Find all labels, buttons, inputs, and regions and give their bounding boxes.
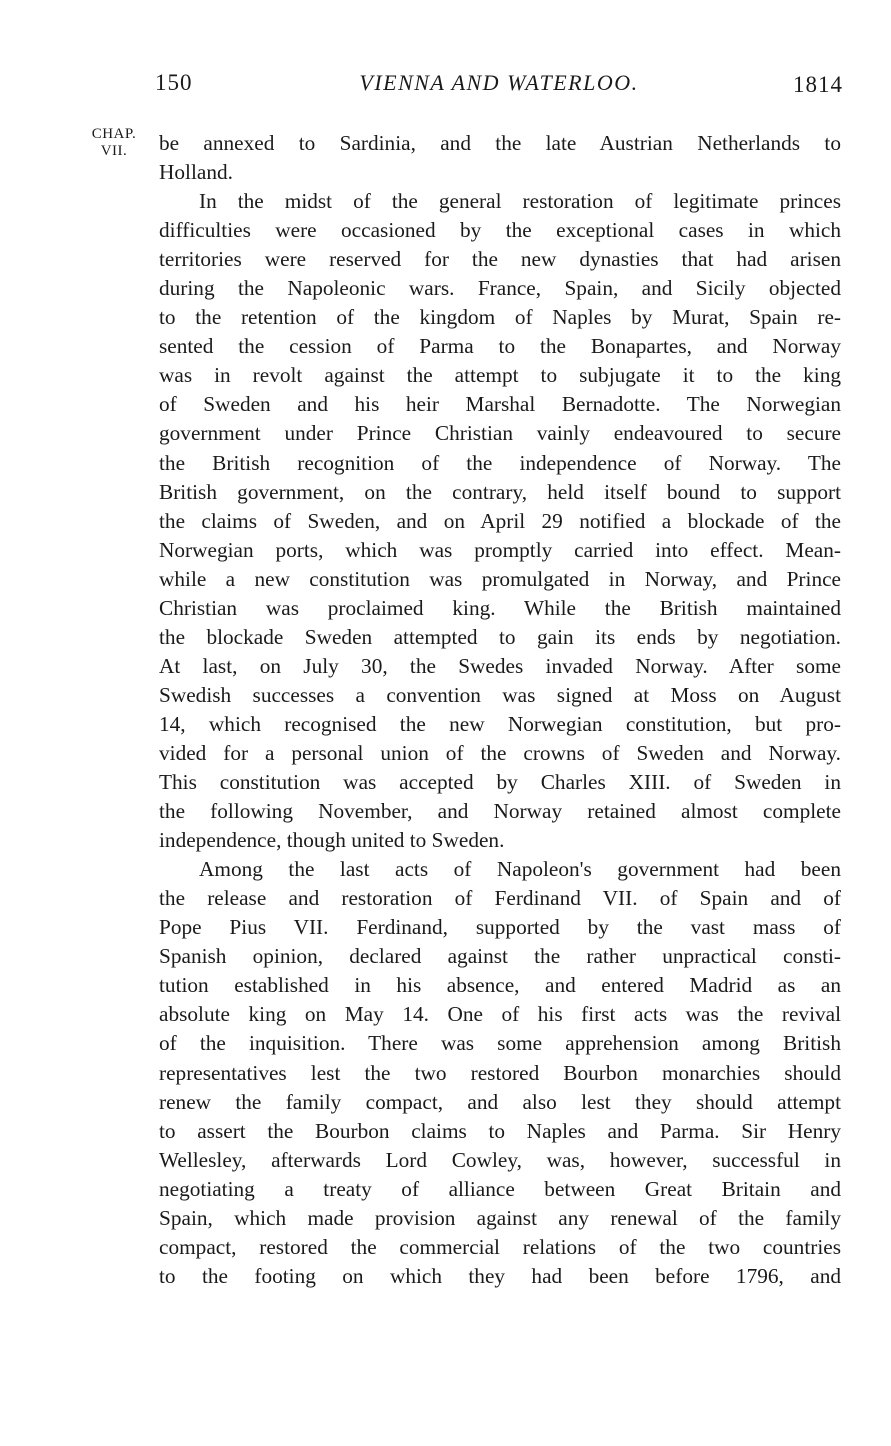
text-line: Holland. <box>159 160 233 185</box>
text-line: Swedish successes a convention was signed at Moss on August <box>159 682 841 707</box>
text-line: during the Napoleonic wars. France, Spain, and Sicily objected <box>159 276 841 301</box>
text-line: independence, though united to Sweden. <box>159 828 505 853</box>
chapter-label: CHAP. <box>91 126 137 142</box>
paragraph-first-line: Among the last acts of Napoleon's government had been <box>199 857 841 882</box>
text-line: tution established in his absence, and entered Madrid as an <box>159 973 841 998</box>
text-line: At last, on July 30, the Swedes invaded Norway. After some <box>159 653 841 678</box>
text-line: Pope Pius VII. Ferdinand, supported by the vast mass of <box>159 915 841 940</box>
text-line: was in revolt against the attempt to subjugate it to the king <box>159 363 841 388</box>
chapter-number: VII. <box>100 143 128 159</box>
page-number: 150 <box>155 70 193 95</box>
text-line: while a new constitution was promulgated in Norway, and Prince <box>159 566 841 591</box>
text-line: the following November, and Norway retained almost complete <box>159 799 841 824</box>
text-line: negotiating a treaty of alliance between Great Britain and <box>159 1176 841 1201</box>
text-line: the claims of Sweden, and on April 29 notified a blockade of the <box>159 508 841 533</box>
text-line: Spanish opinion, declared against the rather unpractical consti- <box>159 944 841 969</box>
text-line: sented the cession of Parma to the Bonapartes, and Norway <box>159 334 841 359</box>
chapter-marker <box>78 126 150 160</box>
text-line: difficulties were occasioned by the exceptional cases in which <box>159 218 841 243</box>
text-line: Spain, which made provision against any renewal of the family <box>159 1205 841 1230</box>
body-text <box>159 129 841 1291</box>
text-line: This constitution was accepted by Charles XIII. of Sweden in <box>159 770 841 795</box>
text-line: to the footing on which they had been before 1796, and <box>159 1263 841 1288</box>
running-title: VIENNA AND WATERLOO. <box>359 70 639 95</box>
text-line: Norwegian ports, which was promptly carried into effect. Mean- <box>159 537 841 562</box>
text-line: the blockade Sweden attempted to gain its ends by negotiation. <box>159 624 841 649</box>
paragraph-first-line: In the midst of the general restoration of legitimate princes <box>199 189 841 214</box>
text-line: the British recognition of the independence of Norway. The <box>159 450 841 475</box>
text-line: be annexed to Sardinia, and the late Austrian Netherlands to <box>159 131 841 155</box>
text-line: British government, on the contrary, held itself bound to support <box>159 479 841 504</box>
text-line: the release and restoration of Ferdinand VII. of Spain and of <box>159 886 841 911</box>
text-line: of the inquisition. There was some apprehension among British <box>159 1031 841 1056</box>
text-line: vided for a personal union of the crowns of Sweden and Norway. <box>159 740 841 765</box>
text-line: to assert the Bourbon claims to Naples and Parma. Sir Henry <box>159 1118 841 1143</box>
year-marginal: 1814 <box>793 72 843 97</box>
text-line: government under Prince Christian vainly endeavoured to secure <box>159 421 841 446</box>
text-line: absolute king on May 14. One of his first acts was the revival <box>159 1002 841 1027</box>
text-line: to the retention of the kingdom of Naples by Murat, Spain re- <box>159 305 841 330</box>
text-line: renew the family compact, and also lest they should attempt <box>159 1089 841 1114</box>
text-line: Wellesley, afterwards Lord Cowley, was, however, successful in <box>159 1147 841 1172</box>
text-line: of Sweden and his heir Marshal Bernadotte. The Norwegian <box>159 392 841 417</box>
text-line: territories were reserved for the new dynasties that had arisen <box>159 247 841 272</box>
text-line: compact, restored the commercial relations of the two countries <box>159 1234 841 1259</box>
text-line: representatives lest the two restored Bourbon monarchies should <box>159 1060 841 1085</box>
text-line: Christian was proclaimed king. While the British maintained <box>159 595 841 620</box>
text-line: 14, which recognised the new Norwegian constitution, but pro- <box>159 711 841 736</box>
running-header <box>155 70 843 102</box>
